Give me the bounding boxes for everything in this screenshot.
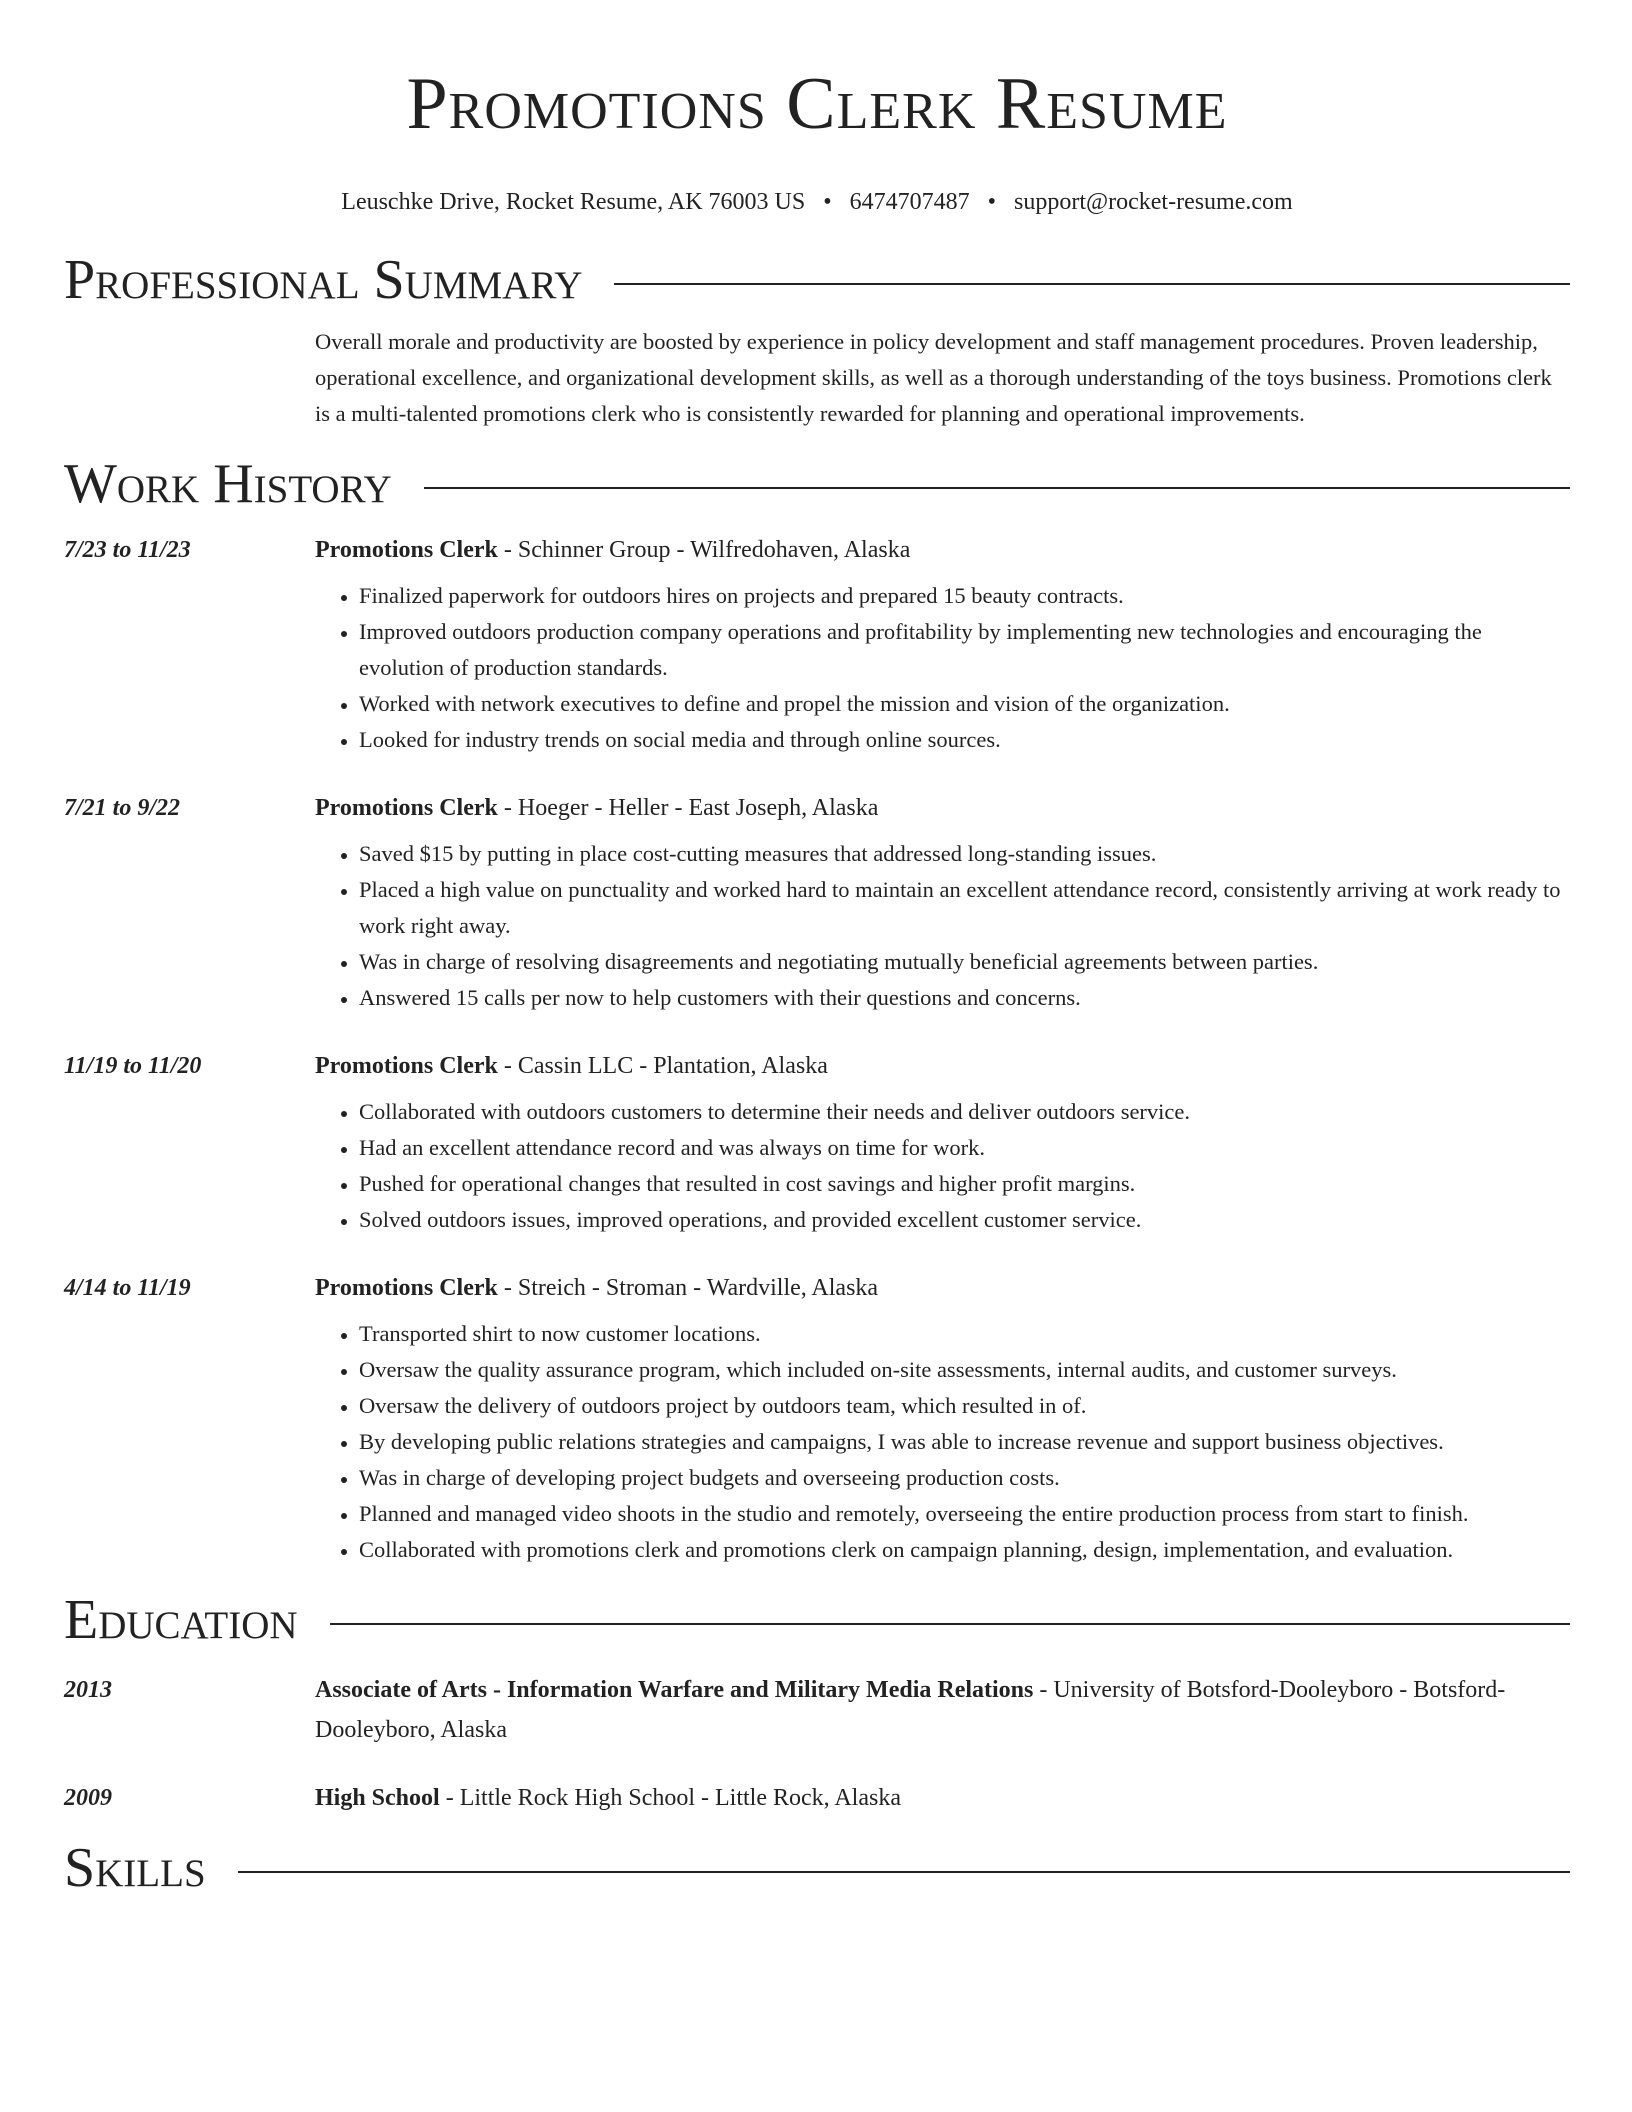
education-detail xyxy=(315,1670,1570,1750)
job-role: Promotions Clerk xyxy=(315,1053,498,1079)
job-bullet: • Collaborated with outdoors customers to determine their needs and deliver outdoors service. xyxy=(359,1094,1570,1130)
education-degree: Associate of Arts - Information Warfare and Military Media Relations xyxy=(315,1677,1034,1703)
job-bullets xyxy=(315,836,1570,1016)
contact-separator: • xyxy=(987,189,997,215)
section-title-skills: Skills xyxy=(64,1837,206,1899)
job-body xyxy=(315,530,1570,758)
education-year: 2013 xyxy=(64,1677,112,1703)
section-divider xyxy=(330,1623,1570,1625)
job-bullets xyxy=(315,1316,1570,1568)
job-body xyxy=(315,788,1570,1016)
job-company-location: - Hoeger - Heller - East Joseph, Alaska xyxy=(497,795,879,821)
section-divider xyxy=(614,283,1570,285)
resume-title: Promotions Clerk Resume xyxy=(406,63,1228,145)
job-bullet: • Placed a high value on punctuality and worked hard to maintain an excellent attendance record, consistently arriving at work ready to work right away. xyxy=(359,872,1570,944)
job-body xyxy=(315,1046,1570,1238)
job-title-line xyxy=(315,788,1570,828)
job-entry xyxy=(64,530,1570,758)
job-bullet: • Pushed for operational changes that resulted in cost savings and higher profit margins. xyxy=(359,1166,1570,1202)
job-role: Promotions Clerk xyxy=(315,537,498,563)
job-bullet: • Had an excellent attendance record and was always on time for work. xyxy=(359,1130,1570,1166)
job-title-line xyxy=(315,1046,1570,1086)
job-bullet: • Finalized paperwork for outdoors hires on projects and prepared 15 beauty contracts. xyxy=(359,578,1570,614)
job-bullet: • Was in charge of resolving disagreements and negotiating mutually beneficial agreements between parties. xyxy=(359,944,1570,980)
section-divider xyxy=(424,487,1570,489)
education-year: 2009 xyxy=(64,1785,112,1811)
contact-phone: 6474707487 xyxy=(849,189,970,215)
education-list xyxy=(64,1670,1570,1818)
job-dates: 7/23 to 11/23 xyxy=(64,537,191,563)
job-bullet: • Planned and managed video shoots in the studio and remotely, overseeing the entire production process from start to finish. xyxy=(359,1496,1570,1532)
contact-address: Leuschke Drive, Rocket Resume, AK 76003 US xyxy=(341,189,806,215)
job-bullet: • Was in charge of developing project budgets and overseeing production costs. xyxy=(359,1460,1570,1496)
contact-email: support@rocket-resume.com xyxy=(1014,189,1293,215)
job-bullet: • Looked for industry trends on social media and through online sources. xyxy=(359,722,1570,758)
job-bullet: • Worked with network executives to define and propel the mission and vision of the organization. xyxy=(359,686,1570,722)
contact-separator: • xyxy=(823,189,832,215)
section-title-summary: Professional Summary xyxy=(64,249,583,311)
job-bullet: • Oversaw the quality assurance program, which included on-site assessments, internal audits, and customer surveys. xyxy=(359,1352,1570,1388)
section-header-education xyxy=(64,1588,1570,1652)
job-company-location: - Schinner Group - Wilfredohaven, Alaska xyxy=(497,537,911,563)
section-title-work-history: Work History xyxy=(64,453,392,515)
education-entry xyxy=(64,1778,1570,1818)
job-entry xyxy=(64,788,1570,1016)
job-title-line xyxy=(315,1268,1570,1308)
job-company-location: - Cassin LLC - Plantation, Alaska xyxy=(497,1053,828,1079)
job-dates: 4/14 to 11/19 xyxy=(64,1275,191,1301)
job-entry xyxy=(64,1046,1570,1238)
education-school-location: - Little Rock High School - Little Rock, Alaska xyxy=(439,1785,901,1811)
section-header-summary xyxy=(64,248,1570,312)
job-company-location: - Streich - Stroman - Wardville, Alaska xyxy=(497,1275,879,1301)
job-bullet: • Saved $15 by putting in place cost-cutting measures that addressed long-standing issues. xyxy=(359,836,1570,872)
education-detail xyxy=(315,1778,1570,1818)
section-header-work-history xyxy=(64,452,1570,516)
job-bullet: • Collaborated with promotions clerk and promotions clerk on campaign planning, design, implementation, and evaluation. xyxy=(359,1532,1570,1568)
job-bullet: • Answered 15 calls per now to help customers with their questions and concerns. xyxy=(359,980,1570,1016)
section-divider xyxy=(238,1871,1570,1873)
job-body xyxy=(315,1268,1570,1568)
job-dates: 11/19 to 11/20 xyxy=(64,1053,202,1079)
job-bullet: • Transported shirt to now customer locations. xyxy=(359,1316,1570,1352)
job-bullet: • Solved outdoors issues, improved operations, and provided excellent customer service. xyxy=(359,1202,1570,1238)
job-bullet: • By developing public relations strategies and campaigns, I was able to increase revenue and support business objectives. xyxy=(359,1424,1570,1460)
job-entry xyxy=(64,1268,1570,1568)
job-role: Promotions Clerk xyxy=(315,1275,498,1301)
job-bullets xyxy=(315,1094,1570,1238)
job-bullet: • Improved outdoors production company operations and profitability by implementing new technologies and encouraging the evolution of production standards. xyxy=(359,614,1570,686)
job-bullets xyxy=(315,578,1570,758)
job-title-line xyxy=(315,530,1570,570)
education-school-location: - University of Botsford-Dooleyboro - Botsford-Dooleyboro, Alaska xyxy=(315,1677,1506,1743)
education-degree: High School xyxy=(315,1785,440,1811)
education-entry xyxy=(64,1670,1570,1750)
job-bullet: • Oversaw the delivery of outdoors project by outdoors team, which resulted in of. xyxy=(359,1388,1570,1424)
job-dates: 7/21 to 9/22 xyxy=(64,795,181,821)
contact-line xyxy=(64,186,1570,218)
work-history-list xyxy=(64,530,1570,1568)
section-header-skills xyxy=(64,1836,1570,1900)
section-title-education: Education xyxy=(64,1589,298,1651)
summary-paragraph: Overall morale and productivity are boosted by experience in policy development and staff management procedures. Proven leadership, operational excellence, and organizational development skills, as well as a thorough understanding of the toys business. Promotions clerk is a multi-talented promotions clerk who is consistently rewarded for planning and operational improvements. xyxy=(315,329,1552,426)
job-role: Promotions Clerk xyxy=(315,795,498,821)
